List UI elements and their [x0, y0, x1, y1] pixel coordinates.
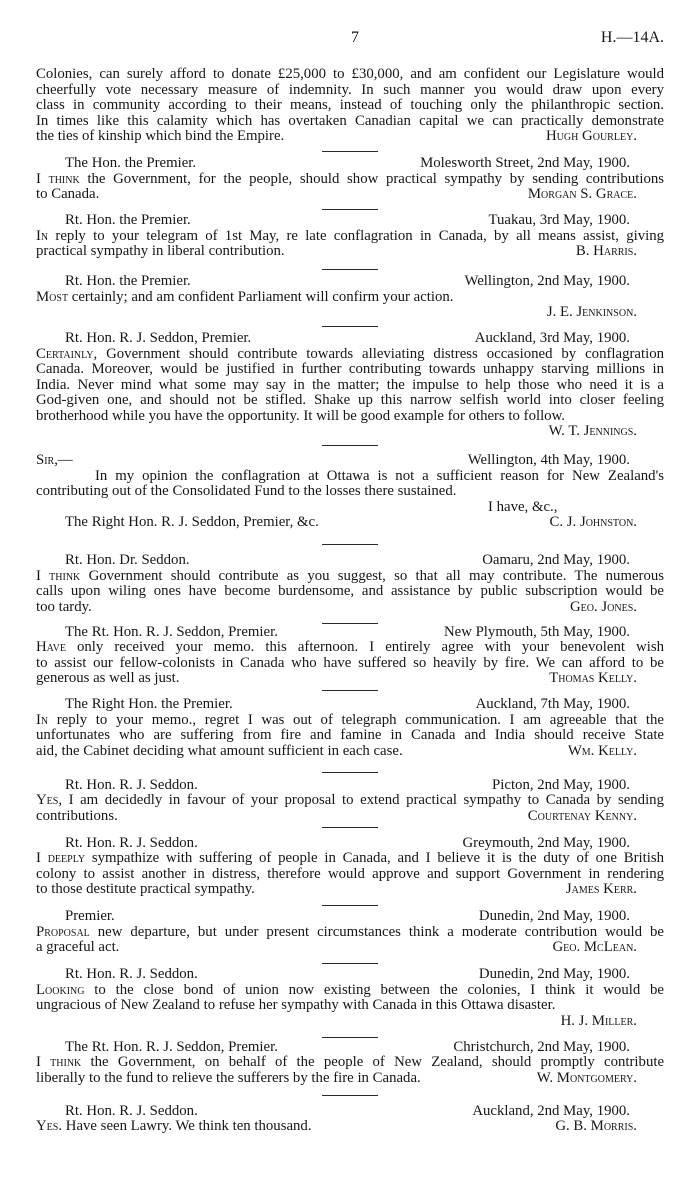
letter-heading	[36, 553, 664, 569]
letter-heading	[36, 453, 664, 469]
letter-johnston	[36, 453, 664, 531]
body-last-line	[36, 882, 664, 898]
body-line: to those destitute practical sympathy.	[36, 881, 255, 898]
separator-rule	[36, 759, 664, 778]
body-line: class in community according to their means, instead of touching only the philanthropic section.	[36, 97, 664, 114]
letter-place-date: Dunedin, 2nd May, 1900.	[478, 966, 630, 983]
letter-footer	[36, 515, 664, 531]
signature: Wm. Kelly.	[567, 742, 637, 759]
letter-wm-kelly	[36, 697, 664, 759]
letter-kenny	[36, 778, 664, 825]
lead-word: Yes.	[36, 1118, 63, 1135]
letter-heading	[36, 909, 664, 925]
letter-heading	[36, 836, 664, 852]
body-text: I am decidedly in favour of your proposal to extend practical sympathy to Canada by sending	[68, 792, 664, 809]
body-line	[36, 983, 664, 999]
body-text: reply to your telegram of 1st May, re late conflagration in Canada, by all means assist, giving	[55, 227, 665, 244]
letter-salutation: Sir,—	[36, 452, 73, 469]
letter-place-date: Oamaru, 2nd May, 1900.	[482, 552, 630, 569]
letter-mclean	[36, 909, 664, 956]
body-text: Government should contribute as you suggest, so that all may contribute. The numerous	[88, 567, 665, 584]
letter-heading	[36, 1040, 664, 1056]
letter-addressee: Premier.	[65, 908, 115, 925]
body-text: the Government, on behalf of the people of New Zealand, should promptly contribute	[90, 1054, 665, 1071]
letter-addressee: Rt. Hon. R. J. Seddon.	[65, 1102, 198, 1119]
signature: James Kerr.	[565, 881, 637, 898]
signature: Thomas Kelly.	[549, 670, 637, 687]
body-line: liberally to the fund to relieve the sufferers by the fire in Canada.	[36, 1069, 421, 1086]
separator-rule	[36, 615, 664, 625]
separator-rule	[36, 260, 664, 275]
body-line: unfortunates who are suffering from fire and famine in Canada and India should receive State	[36, 727, 664, 744]
letter-jennings	[36, 331, 664, 440]
letter-montgomery	[36, 1040, 664, 1087]
signature: Geo. McLean.	[552, 939, 637, 956]
letter-closing: I have, &c.,	[488, 498, 558, 515]
letter-addressee: Rt. Hon. R. J. Seddon.	[65, 834, 198, 851]
body-last-line	[36, 129, 664, 145]
body-text: the Government, for the people, should show practical sympathy by sending contributions	[87, 170, 664, 187]
letter-place-date: Auckland, 7th May, 1900.	[475, 696, 630, 713]
letter-heading	[36, 1104, 664, 1120]
body-line: colony to assist another in distress, therefore would approve and support Government in rendering	[36, 865, 664, 882]
lead-word: I think	[36, 170, 80, 187]
body-line: brotherhood while you have the opportunity. It will be good example for others to follow.	[36, 407, 566, 424]
signature: Geo. Jones.	[570, 598, 637, 615]
body-last-line	[36, 940, 664, 956]
body-line	[36, 347, 664, 363]
body-line: the ties of kinship which bind the Empire.	[36, 128, 285, 145]
separator-rule	[36, 145, 664, 157]
body-line: Canada. Moreover, would be justified in further contributing towards unhappy starving millions in	[36, 361, 664, 378]
lead-word: Proposal	[36, 923, 90, 940]
body-text: Government should contribute towards alleviating distress occasioned by conflagration	[106, 345, 664, 362]
letter-addressee: Rt. Hon. the Premier.	[65, 212, 191, 229]
letter-place-date: New Plymouth, 5th May, 1900.	[443, 623, 630, 640]
letter-addressee: The Right Hon. the Premier.	[65, 696, 233, 713]
letter-heading	[36, 625, 664, 641]
body-line: Colonies, can surely afford to donate £25,000 to £30,000, and am confident our Legislature would	[36, 66, 664, 83]
lead-word: I think	[36, 1054, 82, 1071]
signature: J. E. Jenkinson.	[546, 304, 637, 321]
body-text: reply to your memo., regret I was out of telegraph communication. I am agreeable that the	[56, 711, 664, 728]
body-line: practical sympathy in liberal contribution.	[36, 243, 285, 260]
letter-heading	[36, 274, 664, 290]
letter-morris	[36, 1104, 664, 1135]
body-line	[36, 1119, 312, 1135]
signature: Morgan S. Grace.	[527, 186, 637, 203]
body-last-line	[36, 1119, 664, 1135]
letter-heading	[36, 697, 664, 713]
letter-heading	[36, 967, 664, 983]
lead-word: Looking	[36, 981, 85, 998]
separator-rule	[36, 1029, 664, 1040]
letter-place-date: Wellington, 2nd May, 1900.	[464, 273, 630, 290]
body-line	[36, 1055, 664, 1071]
page-number: 7	[351, 29, 359, 46]
letter-place-date: Tuakau, 3rd May, 1900.	[488, 212, 630, 229]
letter-miller	[36, 967, 664, 1029]
signature: Hugh Gourley.	[546, 128, 637, 145]
lead-word: I deeply	[36, 850, 86, 867]
letter-addressee: Rt. Hon. R. J. Seddon.	[65, 966, 198, 983]
letter-heading	[36, 331, 664, 347]
body-line	[36, 925, 664, 941]
body-text: Have seen Lawry. We think ten thousand.	[65, 1118, 312, 1135]
lead-word: I think	[36, 567, 81, 584]
separator-rule	[36, 321, 664, 332]
letter-thomas-kelly	[36, 625, 664, 687]
body-text: certainly; and am confident Parliament will confirm your action.	[71, 288, 454, 305]
body-last-line	[36, 744, 664, 760]
body-line: a graceful act.	[36, 939, 120, 956]
body-line: contributions.	[36, 807, 118, 824]
signature: W. Montgomery.	[536, 1069, 637, 1086]
body-line	[36, 851, 664, 867]
letter-place-date: Molesworth Street, 2nd May, 1900.	[420, 155, 630, 172]
letter-heading	[36, 213, 664, 229]
body-text: to the close bond of union now existing between the colonies, I think it would be	[94, 981, 664, 998]
separator-rule	[36, 1086, 664, 1104]
page-header	[36, 29, 664, 47]
body-line: ungracious of New Zealand to refuse her sympathy with Canada in this Ottawa disaster.	[36, 997, 556, 1014]
body-text: only received your memo. this afternoon. I entirely agree with your benevolent wish	[77, 639, 664, 656]
lead-word: In	[36, 711, 49, 728]
letter-addressee: Rt. Hon. the Premier.	[65, 273, 191, 290]
body-line	[36, 229, 664, 245]
body-line: contributing out of the Consolidated Fund to the losses there sustained.	[36, 483, 457, 500]
body-line: In times like this calamity which has overtaken Canadian capital we can practically demonstrate	[36, 112, 664, 129]
body-line: generous as well as just.	[36, 670, 180, 687]
separator-rule	[36, 531, 664, 554]
body-line	[36, 290, 664, 306]
letter-harris	[36, 213, 664, 260]
letter-place-date: Dunedin, 2nd May, 1900.	[478, 908, 630, 925]
separator-rule	[36, 440, 664, 454]
body-line	[36, 713, 664, 729]
body-line: to assist our fellow-colonists in Canada who have suffered so heavily by fire. We can afford to be	[36, 654, 664, 671]
letter-addressee: Rt. Hon. R. J. Seddon, Premier.	[65, 330, 252, 347]
letter-addressee: The Hon. the Premier.	[65, 155, 197, 172]
letter-kerr	[36, 836, 664, 898]
letter-place-date: Picton, 2nd May, 1900.	[492, 776, 630, 793]
body-last-line	[36, 1071, 664, 1087]
letter-jenkinson	[36, 274, 664, 321]
letter-place-date: Auckland, 2nd May, 1900.	[472, 1102, 630, 1119]
separator-rule	[36, 687, 664, 698]
lead-word: Certainly,	[36, 345, 98, 362]
letter-gourley	[36, 67, 664, 145]
lead-word: Most	[36, 288, 69, 305]
body-line: too tardy.	[36, 598, 92, 615]
letter-jones	[36, 553, 664, 615]
lead-word: In	[36, 227, 49, 244]
body-text: sympathize with suffering of people in Canada, and I believe it is the duty of one British	[91, 850, 665, 867]
letter-place-date: Greymouth, 2nd May, 1900.	[462, 834, 630, 851]
lead-word: Have	[36, 639, 66, 656]
letter-grace	[36, 156, 664, 203]
letter-addressee: Rt. Hon. Dr. Seddon.	[65, 552, 190, 569]
letter-heading	[36, 156, 664, 172]
body-text: new departure, but under present circumstances think a moderate contribution would be	[97, 923, 664, 940]
signature: H. J. Miller.	[560, 1012, 637, 1029]
body-line: God-given one, and should not be stifled. Shake up this narrow selfish world into closer feeling	[36, 392, 664, 409]
body-line: to Canada.	[36, 186, 100, 203]
letter-heading	[36, 778, 664, 794]
body-line: aid, the Cabinet deciding what amount sufficient in each case.	[36, 742, 403, 759]
signature: B. Harris.	[575, 243, 637, 260]
body-last-line	[36, 187, 664, 203]
signature: W. T. Jennings.	[548, 423, 637, 440]
lead-word: Yes,	[36, 792, 63, 809]
separator-rule	[36, 898, 664, 910]
letter-place-date: Wellington, 4th May, 1900.	[467, 452, 630, 469]
body-last-line	[36, 600, 664, 616]
letter-place-date: Auckland, 3rd May, 1900.	[474, 330, 630, 347]
letter-place-date: Christchurch, 2nd May, 1900.	[453, 1038, 630, 1055]
body-line	[36, 172, 664, 188]
body-line: calls upon wiling ones have become burdensome, and assistance by public subscription would be	[36, 583, 664, 600]
letter-addressee: Rt. Hon. R. J. Seddon.	[65, 776, 198, 793]
body-last-line	[36, 671, 664, 687]
separator-rule	[36, 203, 664, 214]
body-last-line	[36, 244, 664, 260]
signature: Courtenay Kenny.	[527, 807, 637, 824]
document-reference: H.—14A.	[600, 29, 664, 46]
body-line	[36, 640, 664, 656]
separator-rule	[36, 956, 664, 968]
letter-addressee: The Right Hon. R. J. Seddon, Premier, &c.	[65, 514, 319, 531]
signature: G. B. Morris.	[555, 1118, 637, 1135]
body-line: cheerfully vote necessary measure of indemnity. In such manner you would draw upon every	[36, 81, 664, 98]
body-line	[36, 569, 664, 585]
letter-addressee: The Rt. Hon. R. J. Seddon, Premier.	[65, 623, 278, 640]
body-line: In my opinion the conflagration at Ottawa is not a sufficient reason for New Zealand's	[95, 467, 664, 484]
separator-rule	[36, 824, 664, 836]
body-line: India. Never mind what some may say in the matter; the impulse to help those who need it is a	[36, 376, 664, 393]
body-last-line	[36, 809, 664, 825]
letter-addressee: The Rt. Hon. R. J. Seddon, Premier.	[65, 1038, 278, 1055]
signature: C. J. Johnston.	[549, 514, 637, 531]
body-line	[36, 793, 664, 809]
